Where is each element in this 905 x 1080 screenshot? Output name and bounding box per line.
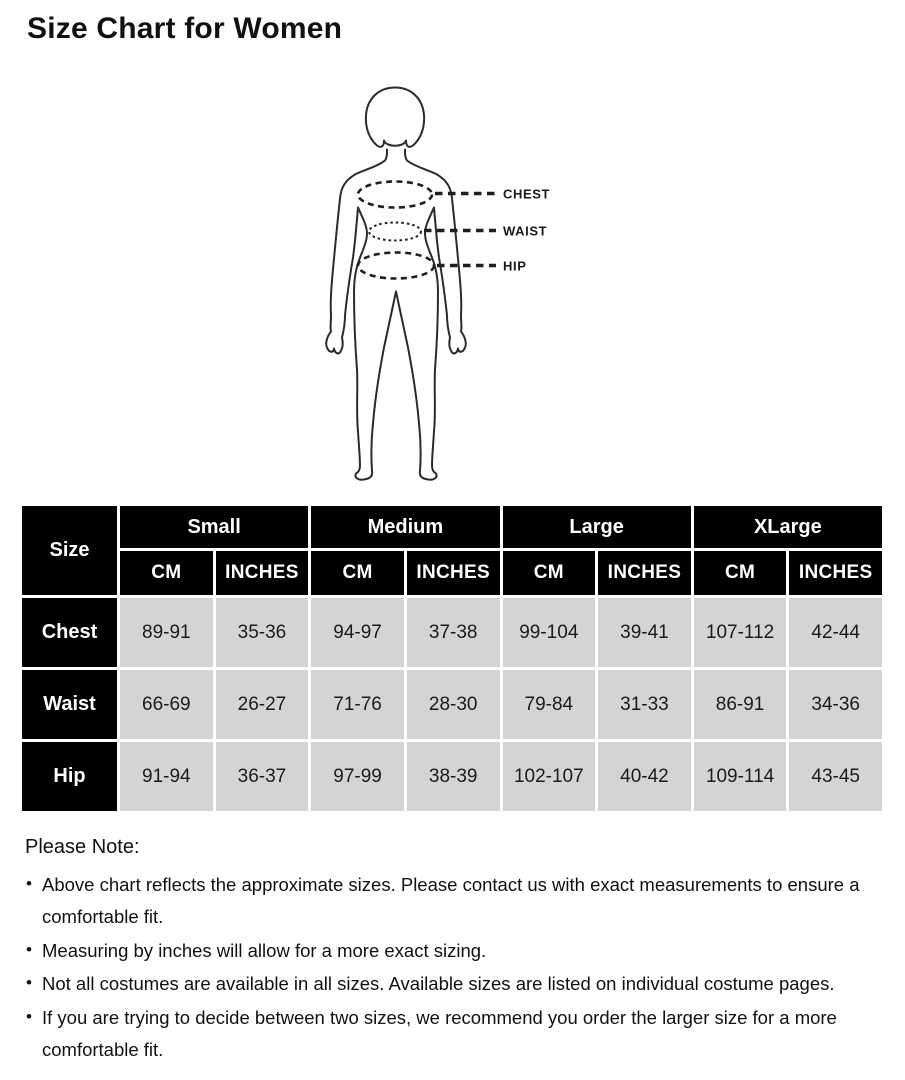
size-group-header-xlarge: XLarge bbox=[694, 506, 882, 548]
measurement-cell: 37-38 bbox=[407, 598, 500, 667]
size-group-header-medium: Medium bbox=[311, 506, 499, 548]
measurement-cell: 99-104 bbox=[503, 598, 596, 667]
measurement-cell: 79-84 bbox=[503, 670, 596, 739]
measurement-cell: 102-107 bbox=[503, 742, 596, 811]
notes-heading: Please Note: bbox=[25, 836, 140, 858]
unit-header-cm: CM bbox=[503, 551, 596, 595]
waist-label: WAIST bbox=[503, 223, 548, 239]
measurement-cell: 42-44 bbox=[789, 598, 882, 667]
measurement-figure bbox=[298, 80, 598, 488]
row-label-hip: Hip bbox=[22, 742, 117, 811]
woman-body-outline-illustration bbox=[298, 80, 598, 488]
size-corner-header: Size bbox=[22, 506, 117, 595]
note-item: • Not all costumes are available in all sizes. Available sizes are listed on individual costume pages. bbox=[25, 968, 885, 1000]
row-label-chest: Chest bbox=[22, 598, 117, 667]
unit-header-inches: INCHES bbox=[407, 551, 500, 595]
measurement-cell: 94-97 bbox=[311, 598, 404, 667]
measurement-cell: 86-91 bbox=[694, 670, 787, 739]
table-row-hip bbox=[22, 742, 882, 811]
measurement-cell: 40-42 bbox=[598, 742, 691, 811]
row-label-waist: Waist bbox=[22, 670, 117, 739]
measurement-cell: 39-41 bbox=[598, 598, 691, 667]
measurement-cell: 89-91 bbox=[120, 598, 213, 667]
measurement-cell: 109-114 bbox=[694, 742, 787, 811]
measurement-cell: 35-36 bbox=[216, 598, 309, 667]
measurement-cell: 31-33 bbox=[598, 670, 691, 739]
measurement-cell: 36-37 bbox=[216, 742, 309, 811]
notes-list bbox=[25, 869, 885, 1066]
unit-header-cm: CM bbox=[311, 551, 404, 595]
hip-label: HIP bbox=[503, 258, 527, 274]
measurement-cell: 66-69 bbox=[120, 670, 213, 739]
measurement-cell: 107-112 bbox=[694, 598, 787, 667]
table-row-waist bbox=[22, 670, 882, 739]
measurement-cell: 38-39 bbox=[407, 742, 500, 811]
chest-label: CHEST bbox=[503, 186, 551, 202]
size-group-header-small: Small bbox=[120, 506, 308, 548]
note-item: • Above chart reflects the approximate sizes. Please contact us with exact measurements to ensure a comfortable fit. bbox=[25, 869, 885, 933]
page-title: Size Chart for Women bbox=[27, 12, 343, 45]
measurement-cell: 71-76 bbox=[311, 670, 404, 739]
measurement-cell: 43-45 bbox=[789, 742, 882, 811]
unit-header-cm: CM bbox=[694, 551, 787, 595]
measurement-cell: 28-30 bbox=[407, 670, 500, 739]
note-item: • If you are trying to decide between two sizes, we recommend you order the larger size for a more comfortable fit. bbox=[25, 1002, 885, 1066]
unit-header-cm: CM bbox=[120, 551, 213, 595]
size-group-header-large: Large bbox=[503, 506, 691, 548]
figure-body-outline bbox=[326, 150, 466, 480]
note-item: • Measuring by inches will allow for a more exact sizing. bbox=[25, 935, 885, 967]
measurement-cell: 26-27 bbox=[216, 670, 309, 739]
measurement-cell: 97-99 bbox=[311, 742, 404, 811]
figure-head-hair bbox=[366, 88, 424, 147]
notes-section bbox=[25, 836, 885, 1068]
unit-header-inches: INCHES bbox=[216, 551, 309, 595]
table-row-chest bbox=[22, 598, 882, 667]
measurement-cell: 91-94 bbox=[120, 742, 213, 811]
size-chart-table bbox=[19, 503, 885, 814]
measurement-cell: 34-36 bbox=[789, 670, 882, 739]
unit-header-inches: INCHES bbox=[598, 551, 691, 595]
unit-header-inches: INCHES bbox=[789, 551, 882, 595]
